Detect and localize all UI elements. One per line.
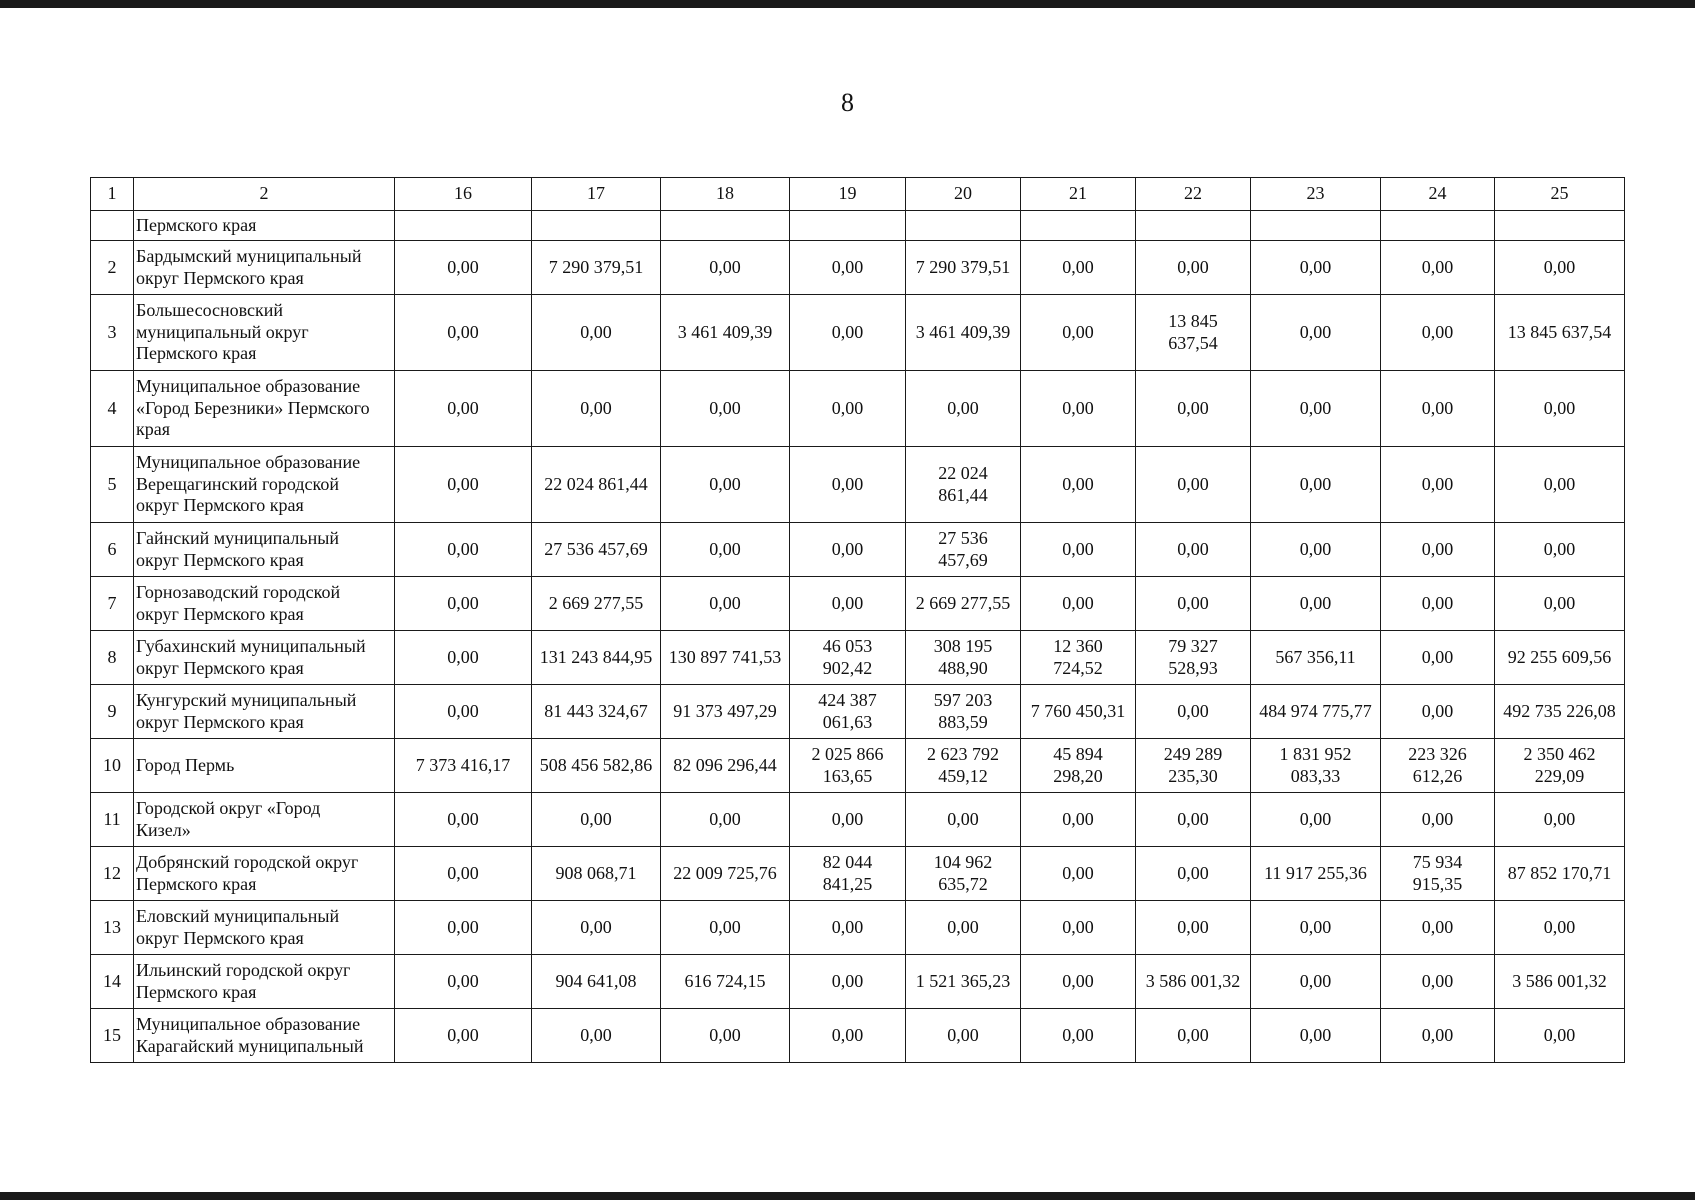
value-cell: 0,00 xyxy=(532,793,661,847)
municipality-name-line: Еловский муниципальный xyxy=(136,905,340,926)
value-cell: 0,00 xyxy=(1136,241,1251,295)
data-table xyxy=(90,177,1625,1063)
municipality-name-line: округ Пермского края xyxy=(136,927,304,948)
value-cell xyxy=(395,211,532,241)
value-cell: 11 917 255,36 xyxy=(1251,847,1381,901)
value-cell: 2 025 866 163,65 xyxy=(790,739,906,793)
header-cell: 21 xyxy=(1021,178,1136,211)
value-cell: 0,00 xyxy=(1495,793,1625,847)
municipality-name-line: Пермского края xyxy=(136,981,257,1002)
header-cell: 17 xyxy=(532,178,661,211)
value-cell: 0,00 xyxy=(1021,901,1136,955)
municipality-name-cell xyxy=(134,739,395,793)
value-cell: 0,00 xyxy=(1251,295,1381,371)
municipality-name-cell xyxy=(134,211,395,241)
row-number-cell: 15 xyxy=(91,1009,134,1063)
value-cell: 0,00 xyxy=(395,371,532,447)
value-cell xyxy=(1136,211,1251,241)
row-number-cell: 4 xyxy=(91,371,134,447)
value-cell: 0,00 xyxy=(661,371,790,447)
value-cell: 0,00 xyxy=(1251,577,1381,631)
value-cell: 0,00 xyxy=(1136,847,1251,901)
value-cell: 3 586 001,32 xyxy=(1136,955,1251,1009)
value-cell: 0,00 xyxy=(1021,847,1136,901)
table-row xyxy=(91,241,1625,295)
value-cell: 0,00 xyxy=(1021,1009,1136,1063)
municipality-name-cell xyxy=(134,447,395,523)
municipality-name-line: Муниципальное образование xyxy=(136,376,361,397)
row-number-cell: 8 xyxy=(91,631,134,685)
municipality-name-line: «Город Березники» Пермского xyxy=(136,397,370,418)
value-cell: 0,00 xyxy=(395,295,532,371)
municipality-name-cell xyxy=(134,631,395,685)
row-number-cell: 6 xyxy=(91,523,134,577)
value-cell xyxy=(1021,211,1136,241)
value-cell: 0,00 xyxy=(1251,955,1381,1009)
value-cell: 0,00 xyxy=(1381,631,1495,685)
municipality-name-cell xyxy=(134,577,395,631)
value-cell: 0,00 xyxy=(1381,685,1495,739)
value-cell: 0,00 xyxy=(661,577,790,631)
value-cell: 45 894 298,20 xyxy=(1021,739,1136,793)
municipality-name-line: Муниципальное образование xyxy=(136,1013,361,1034)
scan-edge-top xyxy=(0,0,1695,8)
value-cell xyxy=(1251,211,1381,241)
header-cell: 2 xyxy=(134,178,395,211)
value-cell: 0,00 xyxy=(1136,901,1251,955)
value-cell: 0,00 xyxy=(906,371,1021,447)
value-cell: 3 586 001,32 xyxy=(1495,955,1625,1009)
value-cell: 908 068,71 xyxy=(532,847,661,901)
municipality-name-line: Ильинский городской округ xyxy=(136,959,351,980)
value-cell: 3 461 409,39 xyxy=(906,295,1021,371)
header-cell: 25 xyxy=(1495,178,1625,211)
value-cell: 92 255 609,56 xyxy=(1495,631,1625,685)
value-cell: 0,00 xyxy=(395,447,532,523)
value-cell: 508 456 582,86 xyxy=(532,739,661,793)
value-cell: 7 290 379,51 xyxy=(906,241,1021,295)
header-cell: 23 xyxy=(1251,178,1381,211)
value-cell: 0,00 xyxy=(1495,523,1625,577)
municipality-name-line: Добрянский городской округ xyxy=(136,851,359,872)
municipality-name-line: Пермского края xyxy=(136,214,257,235)
row-number-cell xyxy=(91,211,134,241)
value-cell: 0,00 xyxy=(661,523,790,577)
value-cell: 131 243 844,95 xyxy=(532,631,661,685)
value-cell: 0,00 xyxy=(395,847,532,901)
value-cell: 0,00 xyxy=(1495,371,1625,447)
municipality-name-cell xyxy=(134,955,395,1009)
row-number-cell: 14 xyxy=(91,955,134,1009)
table-row xyxy=(91,793,1625,847)
value-cell: 75 934 915,35 xyxy=(1381,847,1495,901)
value-cell: 0,00 xyxy=(1495,901,1625,955)
municipality-name-cell xyxy=(134,295,395,371)
value-cell: 0,00 xyxy=(1495,1009,1625,1063)
value-cell: 0,00 xyxy=(1021,371,1136,447)
value-cell: 0,00 xyxy=(790,371,906,447)
municipality-name-cell xyxy=(134,901,395,955)
row-number-cell: 10 xyxy=(91,739,134,793)
municipality-name-line: Пермского края xyxy=(136,343,257,364)
value-cell: 87 852 170,71 xyxy=(1495,847,1625,901)
value-cell: 0,00 xyxy=(1495,241,1625,295)
table-row xyxy=(91,371,1625,447)
municipality-name-cell xyxy=(134,847,395,901)
header-cell: 1 xyxy=(91,178,134,211)
value-cell: 0,00 xyxy=(1021,523,1136,577)
value-cell: 0,00 xyxy=(1495,447,1625,523)
value-cell: 0,00 xyxy=(1021,793,1136,847)
value-cell xyxy=(1381,211,1495,241)
value-cell: 0,00 xyxy=(661,447,790,523)
municipality-name-line: Карагайский муниципальный xyxy=(136,1035,364,1056)
value-cell: 0,00 xyxy=(1381,955,1495,1009)
value-cell: 0,00 xyxy=(1021,241,1136,295)
value-cell: 0,00 xyxy=(532,901,661,955)
value-cell: 0,00 xyxy=(790,577,906,631)
header-cell: 18 xyxy=(661,178,790,211)
row-number-cell: 11 xyxy=(91,793,134,847)
value-cell: 0,00 xyxy=(1251,447,1381,523)
value-cell: 0,00 xyxy=(1251,901,1381,955)
table-row xyxy=(91,523,1625,577)
value-cell: 0,00 xyxy=(1381,447,1495,523)
value-cell: 82 044 841,25 xyxy=(790,847,906,901)
municipality-name-cell xyxy=(134,371,395,447)
value-cell: 0,00 xyxy=(790,1009,906,1063)
row-number-cell: 13 xyxy=(91,901,134,955)
value-cell: 0,00 xyxy=(906,1009,1021,1063)
municipality-name-line: Город Пермь xyxy=(136,754,235,775)
value-cell: 0,00 xyxy=(395,523,532,577)
municipality-name-cell xyxy=(134,241,395,295)
table-row xyxy=(91,955,1625,1009)
value-cell: 0,00 xyxy=(532,1009,661,1063)
table-row xyxy=(91,1009,1625,1063)
row-number-cell: 12 xyxy=(91,847,134,901)
value-cell xyxy=(661,211,790,241)
value-cell: 0,00 xyxy=(532,371,661,447)
value-cell: 130 897 741,53 xyxy=(661,631,790,685)
municipality-name-line: Большесосновский xyxy=(136,300,284,321)
value-cell: 0,00 xyxy=(790,447,906,523)
value-cell: 0,00 xyxy=(1251,793,1381,847)
table-row xyxy=(91,211,1625,241)
municipality-name-line: Гайнский муниципальный xyxy=(136,527,339,548)
value-cell: 0,00 xyxy=(906,793,1021,847)
value-cell: 104 962 635,72 xyxy=(906,847,1021,901)
value-cell: 0,00 xyxy=(395,901,532,955)
municipality-name-line: округ Пермского края xyxy=(136,495,304,516)
municipality-name-line: Кизел» xyxy=(136,819,191,840)
value-cell: 0,00 xyxy=(1136,685,1251,739)
table-row xyxy=(91,295,1625,371)
value-cell: 1 521 365,23 xyxy=(906,955,1021,1009)
value-cell: 0,00 xyxy=(395,577,532,631)
value-cell: 249 289 235,30 xyxy=(1136,739,1251,793)
table-row xyxy=(91,847,1625,901)
municipality-name-line: округ Пермского края xyxy=(136,603,304,624)
value-cell: 2 623 792 459,12 xyxy=(906,739,1021,793)
value-cell: 91 373 497,29 xyxy=(661,685,790,739)
municipality-name-line: округ Пермского края xyxy=(136,267,304,288)
value-cell: 904 641,08 xyxy=(532,955,661,1009)
value-cell: 0,00 xyxy=(1251,1009,1381,1063)
value-cell: 308 195 488,90 xyxy=(906,631,1021,685)
value-cell: 0,00 xyxy=(1136,523,1251,577)
value-cell: 3 461 409,39 xyxy=(661,295,790,371)
value-cell: 27 536 457,69 xyxy=(906,523,1021,577)
municipality-name-line: округ Пермского края xyxy=(136,657,304,678)
row-number-cell: 5 xyxy=(91,447,134,523)
table-row xyxy=(91,901,1625,955)
value-cell: 27 536 457,69 xyxy=(532,523,661,577)
municipality-name-line: края xyxy=(136,419,171,440)
header-cell: 16 xyxy=(395,178,532,211)
value-cell: 0,00 xyxy=(1136,447,1251,523)
value-cell: 46 053 902,42 xyxy=(790,631,906,685)
value-cell: 0,00 xyxy=(790,793,906,847)
value-cell xyxy=(906,211,1021,241)
value-cell: 0,00 xyxy=(1251,523,1381,577)
value-cell: 0,00 xyxy=(395,955,532,1009)
municipality-name-cell xyxy=(134,685,395,739)
value-cell: 0,00 xyxy=(790,955,906,1009)
value-cell: 492 735 226,08 xyxy=(1495,685,1625,739)
value-cell: 0,00 xyxy=(661,793,790,847)
municipality-name-cell xyxy=(134,523,395,577)
value-cell: 0,00 xyxy=(1381,793,1495,847)
value-cell: 0,00 xyxy=(906,901,1021,955)
value-cell: 12 360 724,52 xyxy=(1021,631,1136,685)
table-row xyxy=(91,447,1625,523)
value-cell: 0,00 xyxy=(1021,295,1136,371)
table-row xyxy=(91,685,1625,739)
value-cell: 22 024 861,44 xyxy=(906,447,1021,523)
value-cell: 0,00 xyxy=(395,631,532,685)
value-cell: 0,00 xyxy=(1136,1009,1251,1063)
value-cell: 0,00 xyxy=(395,241,532,295)
value-cell: 1 831 952 083,33 xyxy=(1251,739,1381,793)
value-cell: 81 443 324,67 xyxy=(532,685,661,739)
value-cell: 0,00 xyxy=(1021,577,1136,631)
value-cell xyxy=(790,211,906,241)
value-cell: 424 387 061,63 xyxy=(790,685,906,739)
municipality-name-line: Кунгурский муниципальный xyxy=(136,689,357,710)
value-cell: 597 203 883,59 xyxy=(906,685,1021,739)
header-cell: 20 xyxy=(906,178,1021,211)
value-cell: 0,00 xyxy=(661,1009,790,1063)
municipality-name-line: Губахинский муниципальный xyxy=(136,635,366,656)
value-cell: 2 669 277,55 xyxy=(906,577,1021,631)
row-number-cell: 9 xyxy=(91,685,134,739)
value-cell: 0,00 xyxy=(661,241,790,295)
table-body xyxy=(91,178,1625,1063)
table-row xyxy=(91,577,1625,631)
value-cell: 0,00 xyxy=(395,793,532,847)
page-number: 8 xyxy=(841,88,854,117)
value-cell: 0,00 xyxy=(790,295,906,371)
value-cell: 22 009 725,76 xyxy=(661,847,790,901)
value-cell: 567 356,11 xyxy=(1251,631,1381,685)
row-number-cell: 7 xyxy=(91,577,134,631)
municipality-name-line: Горнозаводский городской xyxy=(136,581,341,602)
table-row xyxy=(91,631,1625,685)
municipality-name-line: Верещагинский городской xyxy=(136,473,340,494)
value-cell: 0,00 xyxy=(1021,447,1136,523)
value-cell: 0,00 xyxy=(1021,955,1136,1009)
municipality-name-line: округ Пермского края xyxy=(136,711,304,732)
value-cell: 7 760 450,31 xyxy=(1021,685,1136,739)
value-cell: 22 024 861,44 xyxy=(532,447,661,523)
value-cell: 484 974 775,77 xyxy=(1251,685,1381,739)
value-cell: 79 327 528,93 xyxy=(1136,631,1251,685)
municipality-name-cell xyxy=(134,1009,395,1063)
value-cell: 0,00 xyxy=(395,1009,532,1063)
header-cell: 19 xyxy=(790,178,906,211)
value-cell: 0,00 xyxy=(1136,577,1251,631)
value-cell: 0,00 xyxy=(1495,577,1625,631)
value-cell: 2 350 462 229,09 xyxy=(1495,739,1625,793)
value-cell: 0,00 xyxy=(790,241,906,295)
value-cell: 7 373 416,17 xyxy=(395,739,532,793)
value-cell: 0,00 xyxy=(1381,523,1495,577)
value-cell: 2 669 277,55 xyxy=(532,577,661,631)
municipality-name-line: округ Пермского края xyxy=(136,549,304,570)
row-number-cell: 2 xyxy=(91,241,134,295)
municipality-name-line: муниципальный округ xyxy=(136,321,309,342)
value-cell: 0,00 xyxy=(790,523,906,577)
value-cell: 0,00 xyxy=(1381,241,1495,295)
municipality-name-line: Пермского края xyxy=(136,873,257,894)
value-cell: 0,00 xyxy=(1251,371,1381,447)
value-cell: 0,00 xyxy=(1251,241,1381,295)
value-cell: 0,00 xyxy=(395,685,532,739)
value-cell: 0,00 xyxy=(661,901,790,955)
value-cell: 0,00 xyxy=(1381,295,1495,371)
table-header-row xyxy=(91,178,1625,211)
value-cell: 0,00 xyxy=(1381,371,1495,447)
value-cell xyxy=(532,211,661,241)
value-cell: 13 845 637,54 xyxy=(1495,295,1625,371)
municipality-name-cell xyxy=(134,793,395,847)
value-cell: 7 290 379,51 xyxy=(532,241,661,295)
value-cell: 0,00 xyxy=(1381,1009,1495,1063)
value-cell: 616 724,15 xyxy=(661,955,790,1009)
scan-edge-bottom xyxy=(0,1192,1695,1200)
municipality-name-line: Муниципальное образование xyxy=(136,452,361,473)
municipality-name-line: Городской округ «Город xyxy=(136,797,321,818)
municipality-name-line: Бардымский муниципальный xyxy=(136,245,362,266)
value-cell xyxy=(1495,211,1625,241)
row-number-cell: 3 xyxy=(91,295,134,371)
value-cell: 0,00 xyxy=(1381,901,1495,955)
value-cell: 0,00 xyxy=(1136,371,1251,447)
value-cell: 0,00 xyxy=(532,295,661,371)
value-cell: 0,00 xyxy=(790,901,906,955)
header-cell: 24 xyxy=(1381,178,1495,211)
value-cell: 223 326 612,26 xyxy=(1381,739,1495,793)
value-cell: 82 096 296,44 xyxy=(661,739,790,793)
table-row xyxy=(91,739,1625,793)
value-cell: 0,00 xyxy=(1136,793,1251,847)
header-cell: 22 xyxy=(1136,178,1251,211)
value-cell: 13 845 637,54 xyxy=(1136,295,1251,371)
value-cell: 0,00 xyxy=(1381,577,1495,631)
